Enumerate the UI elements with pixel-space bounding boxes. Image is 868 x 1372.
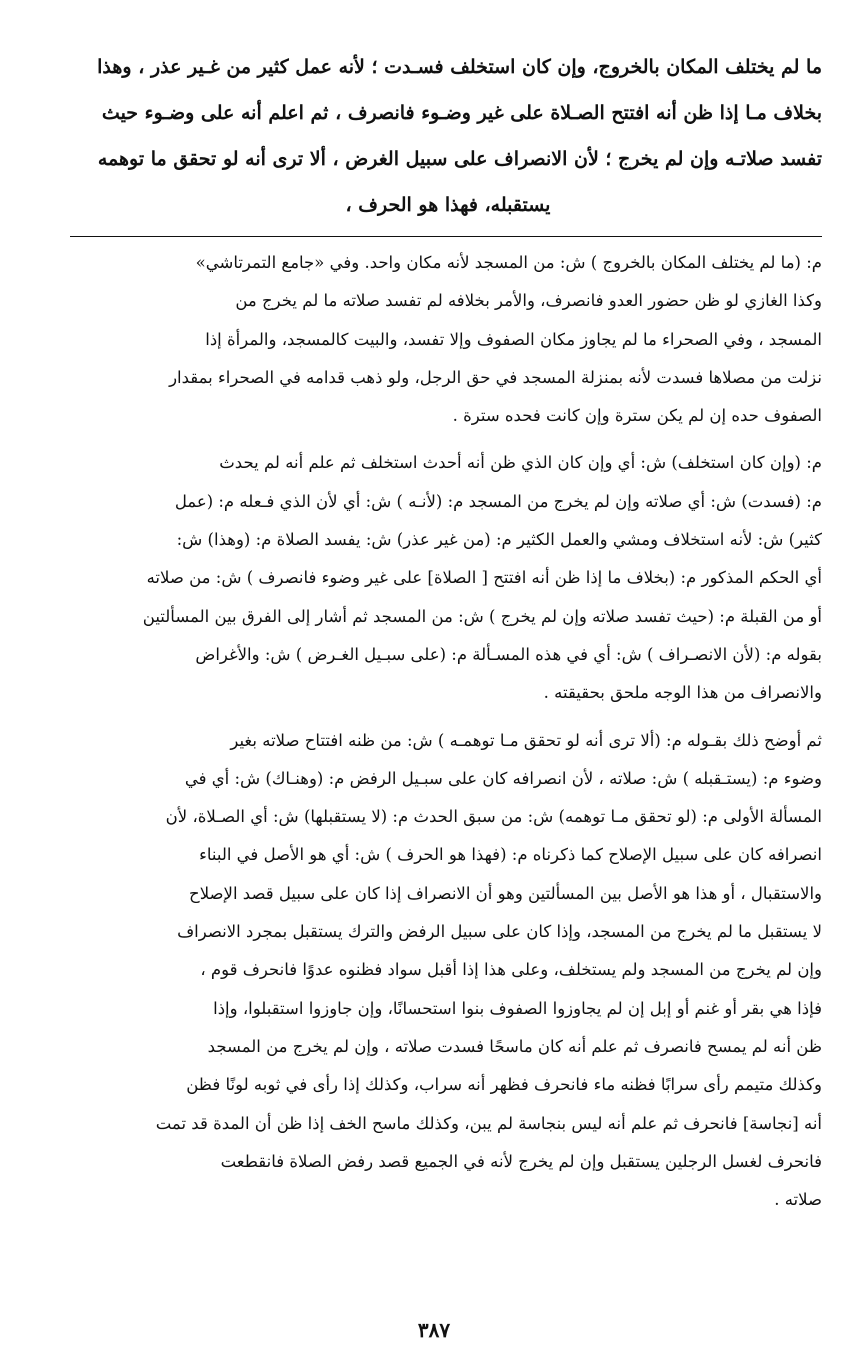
main-text-line: ما لم يختلف المكان بالخروج، وإن كان استخلف فسـدت ؛ لأنه عمل كثير من غـير عذر ، وهذا bbox=[97, 56, 822, 78]
commentary-line: والانصراف من هذا الوجه ملحق بحقيقته . bbox=[543, 683, 822, 703]
commentary-line: وكذا الغازي لو ظن حضور العدو فانصرف، والأمر بخلافه لم تفسد صلاته ما لم يخرج من bbox=[235, 291, 822, 311]
commentary-line: كثير) ش: لأنه استخلاف ومشي والعمل الكثير م: (من غير عذر) ش: يفسد الصلاة م: (وهذا) ش: bbox=[176, 530, 822, 550]
commentary-paragraph bbox=[74, 722, 822, 1220]
commentary-line: نزلت من مصلاها فسدت لأنه بمنزلة المسجد في حق الرجل، ولو ذهب قدامه في الصحراء بمقدار bbox=[169, 367, 822, 387]
commentary-line: ظن أنه لم يمسح فانصرف ثم علم أنه كان ماسحًا فسدت صلاته ، وإن لم يخرج من المسجد bbox=[207, 1036, 822, 1056]
commentary-line: ثم أوضح ذلك بقـوله م: (ألا ترى أنه لو تحقق مـا توهمـه ) ش: من ظنه افتتاح صلاته بغير bbox=[230, 730, 822, 750]
commentary-line: المسجد ، وفي الصحراء ما لم يجاوز مكان الصفوف وإلا تفسد، والبيت كالمسجد، والمرأة إذا bbox=[205, 329, 822, 349]
commentary-line: وضوء م: (يستـقبله ) ش: صلاته ، لأن انصرافه كان على سبـيل الرفض م: (وهنـاك) ش: أي في bbox=[184, 768, 822, 788]
commentary-paragraph bbox=[74, 244, 822, 435]
main-text-line: بخلاف مـا إذا ظن أنه افتتح الصـلاة على غير وضـوء فانصرف ، ثم اعلم أنه على وضـوء حيث bbox=[101, 102, 822, 124]
commentary-line: الصفوف حده إن لم يكن سترة وإن كانت فحده سترة . bbox=[452, 406, 822, 426]
main-text-line: تفسد صلاتـه وإن لم يخرج ؛ لأن الانصراف على سبيل الغرض ، ألا ترى أنه لو تحقق ما توهمه bbox=[97, 148, 822, 170]
main-text-line: يستقبله، فهذا هو الحرف ، bbox=[345, 194, 551, 216]
commentary-line: لا يستقبل ما لم يخرج من المسجد، وإذا كان على سبيل الرفض والترك يستقبل بمجرد الانصراف bbox=[177, 922, 822, 942]
main-text bbox=[74, 44, 822, 228]
commentary-line: انصرافه كان على سبيل الإصلاح كما ذكرناه م: (فهذا هو الحرف ) ش: أي هو الأصل في البناء bbox=[199, 845, 822, 865]
commentary-line: أنه [نجاسة] فانحرف ثم علم أنه ليس بنجاسة لم يبن، وكذلك ماسح الخف إذا ظن أن المدة قد تمت bbox=[155, 1113, 822, 1133]
section-divider bbox=[70, 236, 822, 237]
commentary-line: م: (ما لم يختلف المكان بالخروج ) ش: من المسجد لأنه مكان واحد. وفي «جامع التمرتاشي» bbox=[195, 253, 822, 272]
commentary-line: بقوله م: (لأن الانصـراف ) ش: أي في هذه المسـألة م: (على سبـيل الغـرض ) ش: والأغراض bbox=[195, 644, 822, 664]
commentary-line: م: (فسدت) ش: أي صلاته وإن لم يخرج من المسجد م: (لأنـه ) ش: أي لأن الذي فـعله م: (عمل bbox=[174, 491, 822, 511]
commentary-paragraph bbox=[74, 444, 822, 712]
commentary-line: فإذا هي بقر أو غنم أو إبل إن لم يجاوزوا الصفوف بنوا استحسانًا، وإن جاوزوا استقبلوا، وإذا bbox=[213, 998, 822, 1018]
commentary-line: أي الحكم المذكور م: (بخلاف ما إذا ظن أنه افتتح [ الصلاة] على غير وضوء فانصرف ) ش: من صلاته bbox=[146, 568, 822, 588]
commentary-line: فانحرف لغسل الرجلين يستقبل وإن لم يخرج لأنه في الجميع قصد رفض الصلاة فانقطعت bbox=[220, 1151, 822, 1171]
commentary-line: أو من القبلة م: (حيث تفسد صلاته وإن لم يخرج ) ش: من المسجد ثم أشار إلى الفرق بين المسألتين bbox=[142, 606, 822, 626]
commentary-line: وكذلك متيمم رأى سرابًا فظنه ماء فانحرف فظهر أنه سراب، وكذلك إذا رأى في ثوبه لونًا فظن bbox=[186, 1075, 822, 1095]
commentary bbox=[74, 244, 822, 1219]
commentary-line: المسألة الأولى م: (لو تحقق مـا توهمه) ش: من سبق الحدث م: (لا يستقبلها) ش: أي الصـلاة، لأن bbox=[165, 807, 822, 827]
page-number: ٣٨٧ bbox=[417, 1318, 451, 1342]
commentary-line: صلاته . bbox=[774, 1190, 822, 1210]
commentary-line: وإن لم يخرج من المسجد ولم يستخلف، وعلى هذا إذا أقبل سواد فظنوه عدوًا فانحرف قوم ، bbox=[200, 960, 822, 980]
commentary-line: م: (وإن كان استخلف) ش: أي وإن كان الذي ظن أنه أحدث استخلف ثم علم أنه لم يحدث bbox=[219, 453, 822, 473]
commentary-line: والاستقبال ، أو هذا هو الأصل بين المسألتين وهو أن الانصراف إذا كان على سبيل قصد الإصلاح bbox=[189, 883, 822, 903]
